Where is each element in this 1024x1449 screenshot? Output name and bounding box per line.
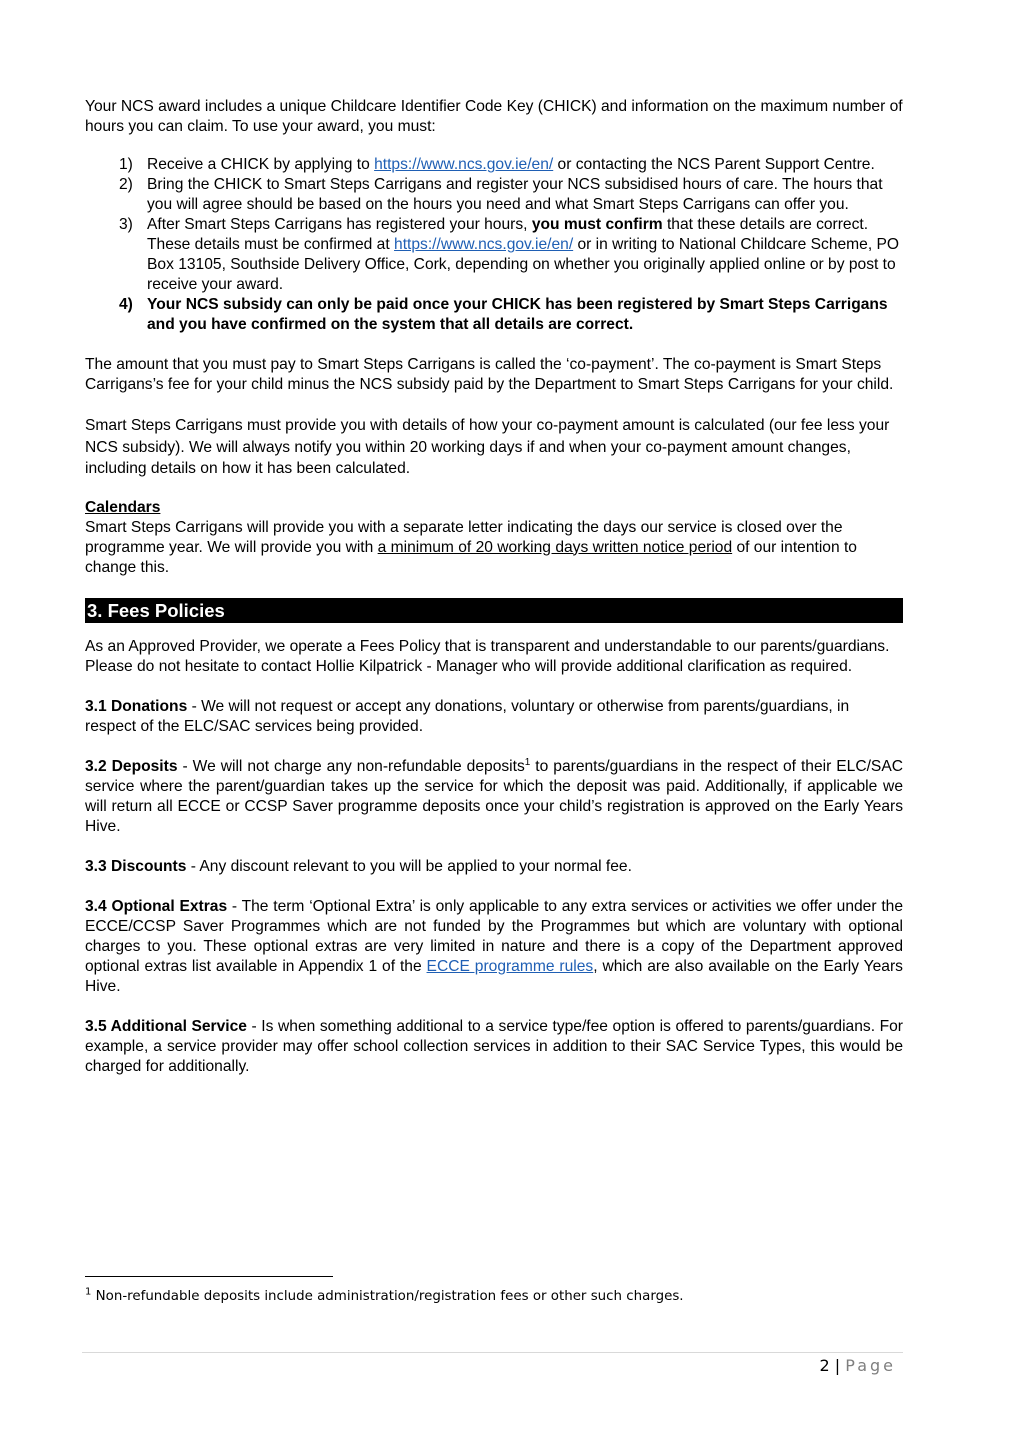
step-text-part: After Smart Steps Carrigans has registered your hours, — [147, 216, 532, 233]
donations-label: 3.1 Donations — [85, 697, 188, 715]
step-text-part: Receive a CHICK by applying to — [147, 156, 375, 173]
additional-service-label: 3.5 Additional Service — [85, 1017, 247, 1035]
additional-service-paragraph — [85, 1017, 903, 1077]
must-confirm-emphasis: you must confirm — [531, 216, 663, 233]
deposits-text: to parents/guardians in the respect of their ELC/SAC service where the parent/guardian takes up the service for which the deposit was paid. Additionally, if applicable we will return all ECCE or CCSP Saver programme deposits once your child’s registration is approved on the Early Years Hive. — [85, 757, 903, 835]
steps-list — [85, 155, 903, 335]
optional-extras-label: 3.4 Optional Extras — [85, 897, 228, 915]
discounts-label: 3.3 Discounts — [85, 857, 187, 875]
optional-extras-text: - The term ‘Optional Extra’ is only applicable to any extra services or activities we offer under the ECCE/CCSP Saver Programmes which are not funded by the Programmes but which are voluntary with optional charges to you. These optional extras are very limited in nature and there is a copy of the Department approved optional extras list available in Appendix 1 of the — [85, 897, 903, 975]
page-label: Page — [845, 1356, 896, 1375]
footnote-reference[interactable]: 1 — [524, 756, 531, 768]
step-number: 2) — [119, 176, 133, 193]
step-number: 1) — [119, 156, 133, 173]
donations-text: - We will not request or accept any donations, voluntary or otherwise from parents/guardians, in respect of the ELC/SAC services being provided. — [85, 697, 850, 735]
ecce-programme-rules-link[interactable]: ECCE programme rules — [426, 957, 594, 975]
step-number: 4) — [119, 296, 133, 313]
ncs-website-link[interactable]: https://www.ncs.gov.ie/en/ — [374, 156, 554, 173]
copayment-paragraph: The amount that you must pay to Smart Steps Carrigans is called the ‘co-payment’. The co-payment is Smart Steps Carrigans’s fee for your child minus the NCS subsidy paid by the Department to Smart Steps Carrigans for your child. — [85, 356, 894, 393]
step-2 — [85, 175, 903, 215]
optional-extras-paragraph — [85, 897, 903, 997]
fees-policy-intro: As an Approved Provider, we operate a Fees Policy that is transparent and understandable to our parents/guardians. Please do not hesitate to contact Hollie Kilpatrick - Manager who will provide additional clarification as required. — [85, 637, 890, 675]
additional-service-text: - Is when something additional to a service type/fee option is offered to parents/guardians. For example, a service provider may offer school collection services in addition to their SAC Service Types, this would be charged for additionally. — [85, 1017, 903, 1075]
page-footer — [820, 1354, 897, 1378]
step-text-part: or in writing to National Childcare Scheme, PO Box 13105, Southside Delivery Office, Cork, depending on whether you originally applied online or by post to receive your award. — [147, 236, 900, 293]
footnote-text: Non-refundable deposits include administration/registration fees or other such charges. — [91, 1289, 684, 1304]
notice-period-text: a minimum of 20 working days written notice period — [377, 538, 733, 556]
section-header-fees-policies: 3. Fees Policies — [85, 598, 903, 623]
calendars-text-part: Smart Steps Carrigans will provide you with a separate letter indicating the days our service is closed over the programme year. We will provide you with — [85, 518, 843, 556]
footnote-separator — [85, 1276, 333, 1277]
step-text — [147, 215, 903, 295]
deposits-label: 3.2 Deposits — [85, 757, 178, 775]
calendars-heading-text: Calendars — [85, 498, 161, 516]
footnote-mark: 1 — [85, 1286, 92, 1298]
step-1 — [85, 155, 903, 175]
step-text: Bring the CHICK to Smart Steps Carrigans and register your NCS subsidised hours of care. The hours that you will agree should be based on the hours you need and what Smart Steps Carrigans can offer you. — [147, 176, 883, 213]
discounts-paragraph — [85, 857, 903, 877]
deposits-paragraph — [85, 757, 903, 837]
step-3 — [85, 215, 903, 295]
page-content — [85, 97, 903, 1077]
footer-separator — [82, 1352, 903, 1353]
ncs-website-link[interactable]: https://www.ncs.gov.ie/en/ — [394, 236, 574, 253]
optional-extras-text: , which are also available on the Early Years Hive. — [85, 957, 903, 995]
calendars-heading — [85, 498, 903, 518]
step-text-part: or contacting the NCS Parent Support Centre. — [553, 156, 875, 173]
donations-paragraph — [85, 697, 903, 737]
calendars-paragraph — [85, 518, 903, 578]
calendars-text-part: of our intention to change this. — [85, 538, 857, 576]
discounts-text: - Any discount relevant to you will be applied to your normal fee. — [186, 857, 632, 875]
page-number: 2 — [819, 1356, 830, 1375]
ncs-award-intro: Your NCS award includes a unique Childcare Identifier Code Key (CHICK) and information on the maximum number of hours you can claim. To use your award, you must: — [85, 98, 903, 135]
copayment-calculation-paragraph: Smart Steps Carrigans must provide you with details of how your co-payment amount is calculated (our fee less your NCS subsidy). We will always notify you within 20 working days if and when your co-payment amount changes, including details on how it has been calculated. — [85, 417, 890, 477]
deposits-text: - We will not charge any non-refundable deposits — [177, 757, 525, 775]
step-4 — [85, 295, 903, 335]
step-text-part: that these details are correct. These details must be confirmed at — [147, 216, 869, 253]
step-text: Your NCS subsidy can only be paid once your CHICK has been registered by Smart Steps Carrigans and you have confirmed on the system that all details are correct. — [147, 296, 888, 333]
footer-separator-glyph: | — [834, 1356, 841, 1375]
step-text — [147, 155, 903, 175]
footnote — [85, 1288, 903, 1306]
step-number: 3) — [119, 216, 133, 233]
